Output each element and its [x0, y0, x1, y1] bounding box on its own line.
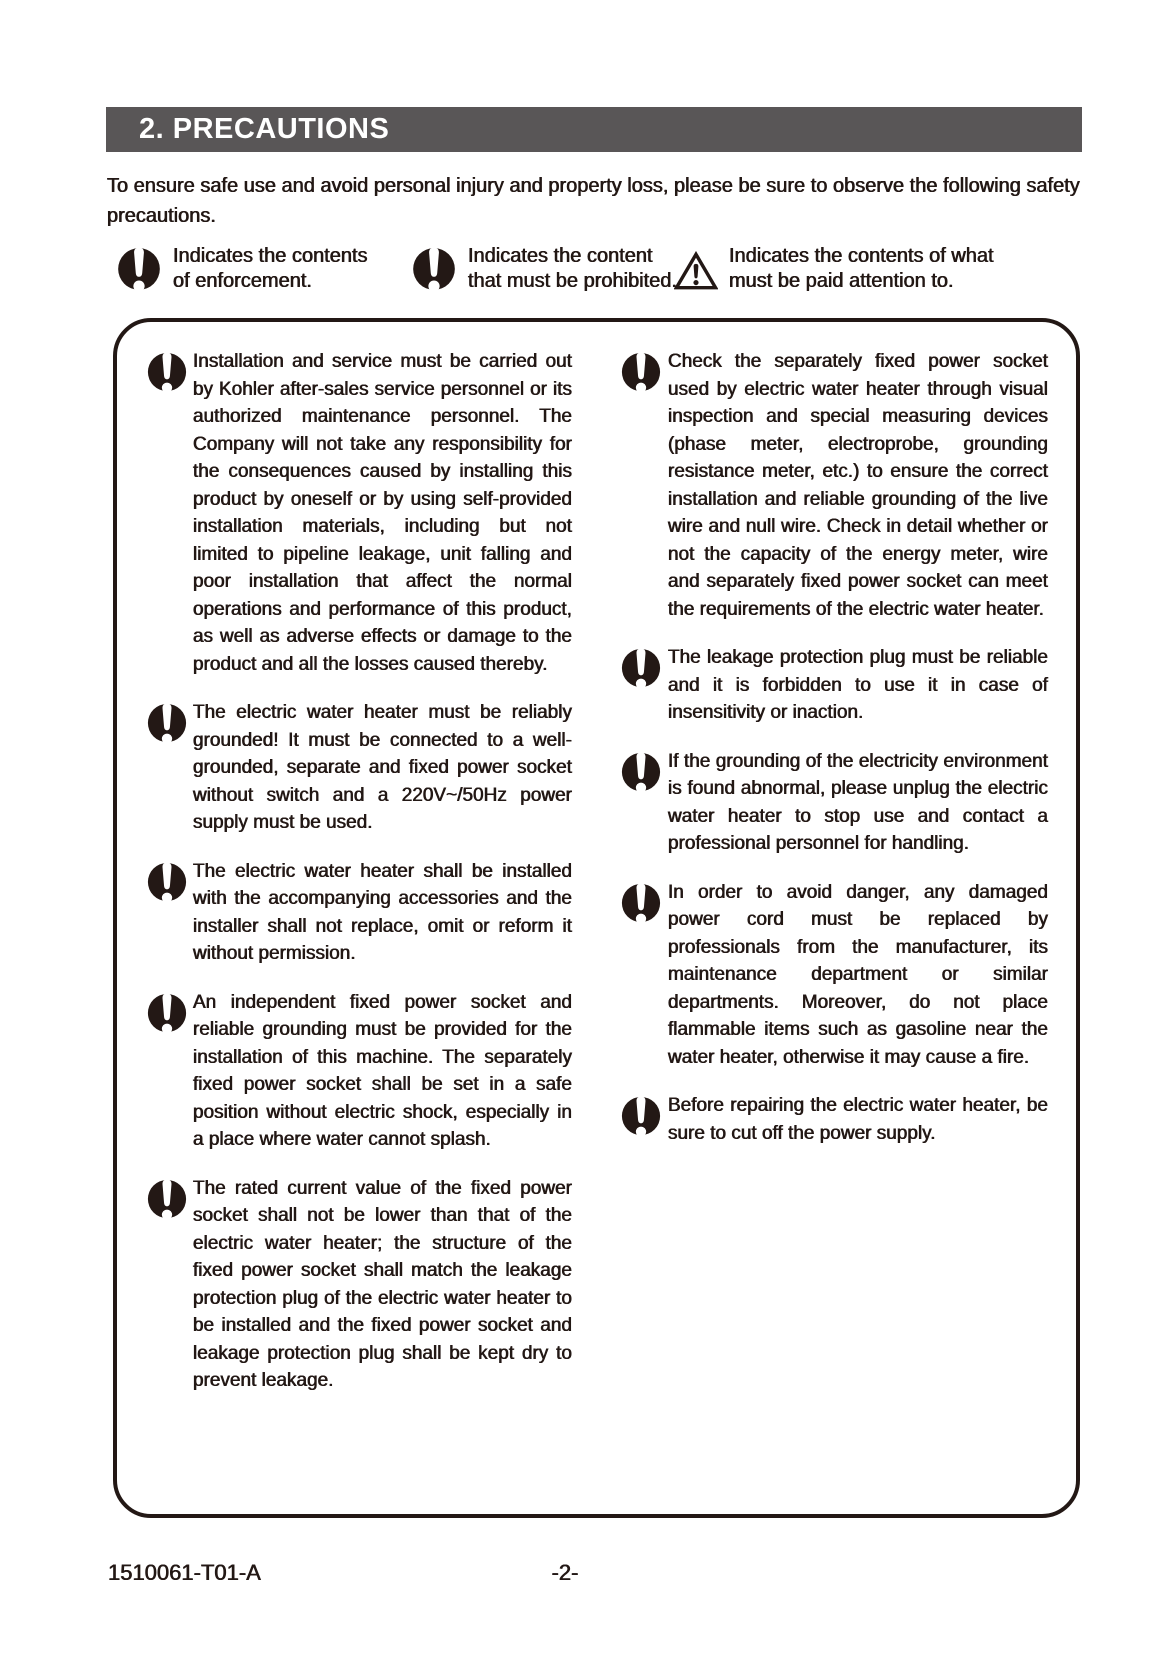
- legend-text-line: Indicates the content: [468, 245, 653, 267]
- legend-text: [468, 243, 677, 300]
- precaution-text: The leakage protection plug must be reliable and it is forbidden to use it in case of insensitivity or inaction.: [668, 647, 1048, 723]
- precaution-item: [620, 1092, 1048, 1147]
- document-code: 1510061-T01-A: [108, 1560, 261, 1585]
- precaution-item: [620, 748, 1048, 858]
- page-number: -2-: [551, 1560, 579, 1585]
- enforcement-icon: [620, 881, 662, 927]
- precaution-item: [146, 858, 572, 968]
- precaution-item: [146, 1175, 572, 1395]
- precautions-column-left: [146, 348, 572, 1395]
- enforcement-icon: [146, 350, 188, 396]
- enforcement-icon: [116, 245, 162, 300]
- precaution-item: [146, 989, 572, 1154]
- legend-text-line: must be paid attention to.: [729, 269, 954, 292]
- legend-text: [173, 243, 368, 300]
- precaution-text: The electric water heater shall be installed with the accompanying accessories and the installer shall not replace, omit or reform it without permission.: [193, 860, 572, 964]
- precautions-box: [113, 318, 1080, 1518]
- enforcement-icon: [620, 646, 662, 692]
- precaution-item: [620, 879, 1048, 1072]
- legend-item-attention: [674, 243, 994, 296]
- precautions-column-right: [620, 348, 1048, 1147]
- section-title-bar: [106, 107, 1082, 152]
- precaution-text: Check the separately fixed power socket used by electric water heater through visual inspection and special measuring devices (phase meter, electroprobe, grounding resistance meter, etc.) to ensure the correct installation and reliable grounding of the live wire and null wire. Check in detail whether or not the capacity of the energy meter, wire and separately fixed power socket can meet the requirements of the electric water heater.: [668, 351, 1048, 620]
- legend-text-line: Indicates the contents: [173, 245, 368, 267]
- prohibited-icon: [411, 245, 457, 300]
- legend-text-line: Indicates the contents of what: [729, 245, 994, 267]
- precaution-item: [620, 644, 1048, 727]
- enforcement-icon: [620, 350, 662, 396]
- enforcement-icon: [146, 701, 188, 747]
- legend-text: [729, 243, 994, 296]
- warning-triangle-icon: [674, 251, 718, 296]
- legend-text-line: of enforcement.: [173, 269, 312, 292]
- precaution-text: Installation and service must be carried out by Kohler after-sales service personnel or its authorized maintenance personnel. The Company will not take any responsibility for the consequences caused by installing this product by oneself or by using self-provided installation materials, including but not limited to pipeline leakage, unit falling and poor installation that affect the normal operations and performance of this product, as well as adverse effects or damage to the product and all the losses caused thereby.: [193, 351, 572, 675]
- enforcement-icon: [146, 991, 188, 1037]
- enforcement-icon: [146, 860, 188, 906]
- legend-item-enforcement: [116, 243, 368, 300]
- precaution-item: [146, 699, 572, 837]
- precaution-text: In order to avoid danger, any damaged power cord must be replaced by professionals from the manufacturer, its maintenance department or similar departments. Moreover, do not place flammable items such as gasoline near the water heater, otherwise it may cause a fire.: [668, 881, 1048, 1068]
- precaution-text: The rated current value of the fixed power socket shall not be lower than that of the electric water heater; the structure of the fixed power socket shall match the leakage protection plug of the electric water heater to be installed and the fixed power socket and leakage protection plug shall be kept dry to prevent leakage.: [193, 1177, 572, 1391]
- legend-item-prohibited: [411, 243, 677, 300]
- precaution-item: [146, 348, 572, 678]
- precaution-text: An independent fixed power socket and reliable grounding must be provided for the installation of this machine. The separately fixed power socket shall be set in a safe position without electric shock, especially in a place where water cannot splash.: [193, 991, 572, 1150]
- enforcement-icon: [620, 1094, 662, 1140]
- precaution-item: [620, 348, 1048, 623]
- enforcement-icon: [620, 750, 662, 796]
- precaution-text: The electric water heater must be reliably grounded! It must be connected to a well-grounded, separate and fixed power socket without switch and a 220V~/50Hz power supply must be used.: [193, 702, 572, 833]
- legend-text-line: that must be prohibited.: [468, 269, 678, 292]
- page-title: 2. PRECAUTIONS: [139, 113, 390, 145]
- intro-text: To ensure safe use and avoid personal injury and property loss, please be sure to observe the following safety precautions.: [107, 175, 1080, 227]
- enforcement-icon: [146, 1177, 188, 1223]
- precaution-text: If the grounding of the electricity environment is found abnormal, please unplug the electric water heater to stop use and contact a professional personnel for handling.: [668, 750, 1048, 854]
- precaution-text: Before repairing the electric water heater, be sure to cut off the power supply.: [668, 1095, 1048, 1144]
